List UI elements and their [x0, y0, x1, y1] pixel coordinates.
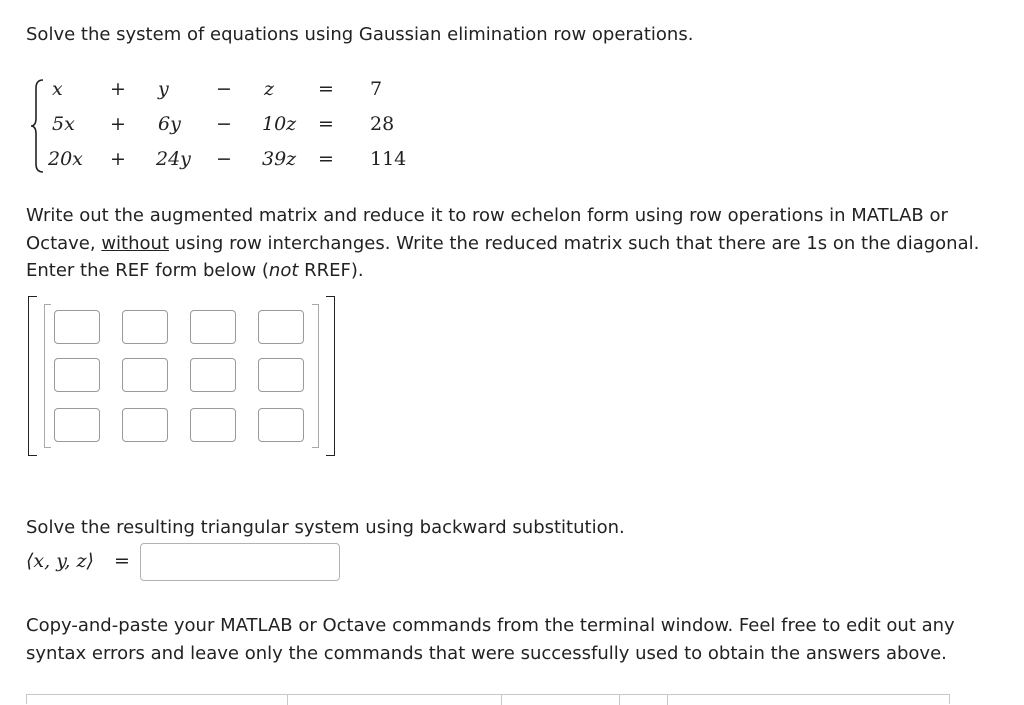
eq3-op2: − [216, 148, 232, 170]
instructions-without: without [101, 232, 169, 254]
equals-sign: = [114, 550, 130, 572]
instructions-part-c: RREF). [298, 260, 364, 281]
eq3-op1: + [110, 148, 126, 170]
eq1-rhs: 7 [370, 78, 383, 100]
matrix-cell-r2c4[interactable] [258, 358, 304, 392]
xyz-vector-label: ⟨x, y, z⟩ [26, 550, 94, 572]
matrix-inner-right-bracket [312, 304, 319, 448]
eq3-x: 20x [48, 148, 83, 170]
matrix-cell-r3c1[interactable] [54, 408, 100, 442]
question-intro: Solve the system of equations using Gaussian elimination row operations. [26, 24, 694, 45]
xyz-answer-input[interactable] [140, 543, 340, 581]
eq3-eq: = [318, 148, 334, 170]
matrix-cell-r2c2[interactable] [122, 358, 168, 392]
backsub-text: Solve the resulting triangular system using backward substitution. [26, 517, 625, 538]
instructions-paragraph [26, 202, 986, 285]
instructions-part-a: Write out the augmented matrix and reduce it to row echelon form using row operations in MATLAB or Octave, [26, 205, 948, 254]
matrix-cell-r3c3[interactable] [190, 408, 236, 442]
eq2-y: 6y [158, 113, 181, 135]
eq2-op2: − [216, 113, 232, 135]
eq2-op1: + [110, 113, 126, 135]
instructions-part-b: using row interchanges. Write the reduced matrix such that there are 1s on the diagonal. Enter the REF form below ( [26, 232, 980, 281]
matrix-cell-r2c1[interactable] [54, 358, 100, 392]
left-brace [30, 78, 44, 174]
eq1-z: z [264, 78, 275, 100]
matrix-inner-left-bracket [44, 304, 51, 448]
code-editor-toolbar[interactable] [26, 694, 950, 704]
toolbar-divider-2 [501, 695, 502, 705]
toolbar-divider-1 [287, 695, 288, 705]
matrix-right-bracket [326, 296, 335, 456]
matrix-left-bracket [28, 296, 37, 456]
matrix-cell-r3c2[interactable] [122, 408, 168, 442]
toolbar-divider-3 [619, 695, 620, 705]
eq2-eq: = [318, 113, 334, 135]
eq2-rhs: 28 [370, 113, 395, 135]
eq3-z: 39z [262, 148, 297, 170]
equation-system [30, 72, 430, 182]
eq3-y: 24y [156, 148, 191, 170]
matrix-cell-r1c1[interactable] [54, 310, 100, 344]
ref-matrix [28, 296, 338, 460]
matrix-cell-r1c2[interactable] [122, 310, 168, 344]
eq2-x: 5x [52, 113, 75, 135]
eq1-op1: + [110, 78, 126, 100]
eq2-z: 10z [262, 113, 297, 135]
matrix-cell-r1c4[interactable] [258, 310, 304, 344]
eq1-x: x [52, 78, 63, 100]
instructions-not: not [268, 260, 299, 281]
eq1-y: y [158, 78, 169, 100]
eq3-rhs: 114 [370, 148, 407, 170]
matrix-cell-r2c3[interactable] [190, 358, 236, 392]
matrix-cell-r1c3[interactable] [190, 310, 236, 344]
toolbar-divider-4 [667, 695, 668, 705]
matrix-cell-r3c4[interactable] [258, 408, 304, 442]
eq1-eq: = [318, 78, 334, 100]
eq1-op2: − [216, 78, 232, 100]
backsub-answer-row [26, 542, 356, 582]
copy-paste-instructions: Copy-and-paste your MATLAB or Octave commands from the terminal window. Feel free to edit out any syntax errors and leave only the commands that were successfully used to obtain the answers above. [26, 615, 955, 664]
